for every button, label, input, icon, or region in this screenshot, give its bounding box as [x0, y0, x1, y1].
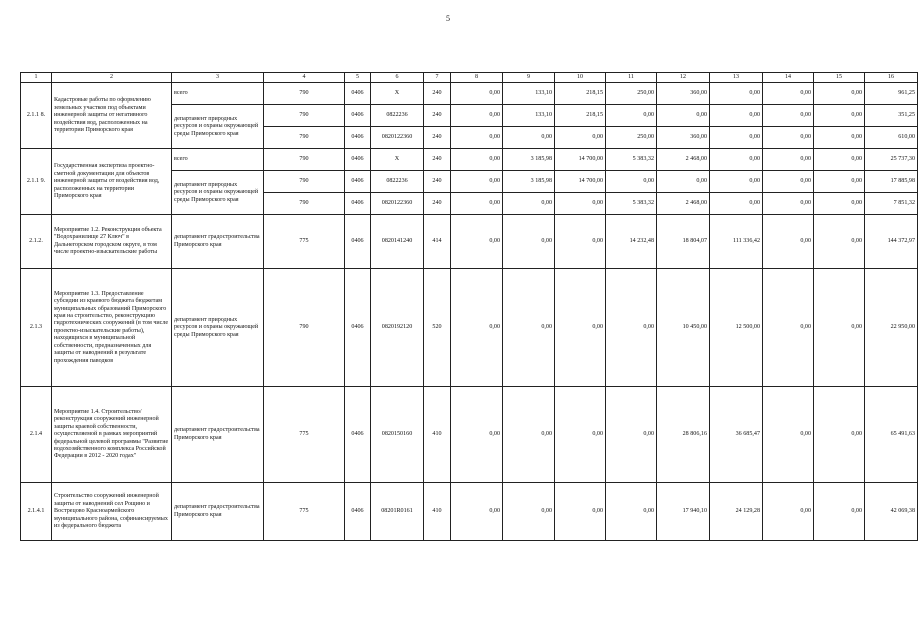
value-cell-10: 0,00	[555, 269, 606, 387]
column-number-cell: 5	[345, 73, 371, 83]
value-cell-11: 5 383,32	[606, 193, 657, 215]
value-cell-13: 24 129,28	[710, 483, 763, 541]
value-cell-10: 14 700,00	[555, 171, 606, 193]
value-cell-12: 17 940,10	[657, 483, 710, 541]
value-cell-9: 0,00	[503, 269, 555, 387]
value-cell-16: 65 491,63	[865, 387, 918, 483]
column-number-cell: 3	[172, 73, 264, 83]
value-cell-5: 0406	[345, 193, 371, 215]
value-cell-14: 0,00	[763, 483, 814, 541]
column-number-cell: 9	[503, 73, 555, 83]
value-cell-6: 08201R0161	[371, 483, 424, 541]
value-cell-4: 790	[264, 83, 345, 105]
value-cell-14: 0,00	[763, 193, 814, 215]
item-name: Строительство сооружений инженерной защиты от наводнений сел Рощино и Вострецово Красноармейского муниципального района, софинансируемых из федерального бюджета	[52, 483, 172, 541]
value-cell-6: 0820150160	[371, 387, 424, 483]
item-name: Мероприятие 1.3. Предоставление субсидии из краевого бюджета бюджетам муниципальных образований Приморского края на строительство, реконструкцию гидротехнических сооружений (в том числе проектно-изыскательские работы), находящихся в муниципальной собственности, предназначенных для защиты от наводнений в результате прохождения паводков	[52, 269, 172, 387]
value-cell-13: 0,00	[710, 127, 763, 149]
value-cell-11: 5 383,32	[606, 149, 657, 171]
value-cell-7: 240	[424, 171, 451, 193]
column-number-cell: 6	[371, 73, 424, 83]
value-cell-7: 240	[424, 83, 451, 105]
value-cell-6: 0822236	[371, 105, 424, 127]
value-cell-15: 0,00	[814, 149, 865, 171]
value-cell-14: 0,00	[763, 83, 814, 105]
column-number-cell: 1	[21, 73, 52, 83]
item-name: Государственная экспертиза проектно-сметной документации для объектов инженерной защиты от воздействия вод, расположенных на территории Приморского края	[52, 149, 172, 215]
value-cell-12: 10 450,00	[657, 269, 710, 387]
executor-cell: департамент градостроительства Приморского края	[172, 483, 264, 541]
value-cell-9: 3 185,98	[503, 171, 555, 193]
column-number-cell: 4	[264, 73, 345, 83]
executor-cell: департамент природных ресурсов и охраны окружающей среды Приморского края	[172, 105, 264, 149]
value-cell-5: 0406	[345, 105, 371, 127]
value-cell-7: 240	[424, 105, 451, 127]
value-cell-4: 790	[264, 149, 345, 171]
value-cell-8: 0,00	[451, 269, 503, 387]
value-cell-14: 0,00	[763, 171, 814, 193]
value-cell-4: 775	[264, 483, 345, 541]
column-number-cell: 16	[865, 73, 918, 83]
value-cell-15: 0,00	[814, 127, 865, 149]
value-cell-15: 0,00	[814, 483, 865, 541]
value-cell-16: 7 851,32	[865, 193, 918, 215]
value-cell-8: 0,00	[451, 215, 503, 269]
value-cell-8: 0,00	[451, 483, 503, 541]
value-cell-14: 0,00	[763, 105, 814, 127]
value-cell-4: 790	[264, 193, 345, 215]
value-cell-13: 12 500,00	[710, 269, 763, 387]
value-cell-7: 240	[424, 193, 451, 215]
column-number-cell: 10	[555, 73, 606, 83]
value-cell-7: 520	[424, 269, 451, 387]
value-cell-6: 0820141240	[371, 215, 424, 269]
value-cell-6: 0820122360	[371, 127, 424, 149]
value-cell-11: 14 232,48	[606, 215, 657, 269]
value-cell-11: 0,00	[606, 269, 657, 387]
value-cell-5: 0406	[345, 149, 371, 171]
value-cell-6: X	[371, 83, 424, 105]
value-cell-14: 0,00	[763, 269, 814, 387]
column-number-cell: 12	[657, 73, 710, 83]
value-cell-4: 790	[264, 171, 345, 193]
value-cell-9: 0,00	[503, 215, 555, 269]
executor-cell: департамент градостроительства Приморского края	[172, 215, 264, 269]
value-cell-13: 36 685,47	[710, 387, 763, 483]
value-cell-12: 2 468,00	[657, 193, 710, 215]
value-cell-14: 0,00	[763, 149, 814, 171]
value-cell-16: 17 885,98	[865, 171, 918, 193]
item-number: 2.1.4	[21, 387, 52, 483]
column-number-cell: 13	[710, 73, 763, 83]
table-row	[21, 269, 918, 387]
item-number: 2.1.1 8.	[21, 83, 52, 149]
value-cell-6: 0822236	[371, 171, 424, 193]
value-cell-12: 28 806,16	[657, 387, 710, 483]
value-cell-11: 0,00	[606, 387, 657, 483]
item-name: Мероприятие 1.2. Реконструкция объекта "Водохранилище 27 Ключ" в Дальнегорском городском округе, в том числе проектно-изыскательские работы	[52, 215, 172, 269]
executor-cell: всего	[172, 83, 264, 105]
value-cell-13: 111 336,42	[710, 215, 763, 269]
value-cell-16: 42 069,38	[865, 483, 918, 541]
budget-table	[20, 72, 918, 541]
executor-cell: департамент природных ресурсов и охраны окружающей среды Приморского края	[172, 171, 264, 215]
value-cell-5: 0406	[345, 387, 371, 483]
value-cell-16: 144 372,97	[865, 215, 918, 269]
value-cell-9: 3 185,98	[503, 149, 555, 171]
value-cell-14: 0,00	[763, 215, 814, 269]
value-cell-16: 22 950,00	[865, 269, 918, 387]
table-row	[21, 149, 918, 171]
value-cell-10: 0,00	[555, 127, 606, 149]
value-cell-10: 14 700,00	[555, 149, 606, 171]
value-cell-5: 0406	[345, 215, 371, 269]
value-cell-5: 0406	[345, 269, 371, 387]
value-cell-9: 0,00	[503, 483, 555, 541]
value-cell-6: 0820122360	[371, 193, 424, 215]
column-number-cell: 2	[52, 73, 172, 83]
value-cell-15: 0,00	[814, 387, 865, 483]
item-name: Мероприятие 1.4. Строительство/реконструкция сооружений инженерной защиты краевой собственности, осуществляемой в рамках мероприятий федеральной целевой программы "Развитие водохозяйственного комплекса Российской Федерации в 2012 - 2020 годах"	[52, 387, 172, 483]
column-number-cell: 7	[424, 73, 451, 83]
value-cell-15: 0,00	[814, 269, 865, 387]
value-cell-7: 240	[424, 127, 451, 149]
executor-cell: департамент градостроительства Приморского края	[172, 387, 264, 483]
value-cell-4: 775	[264, 215, 345, 269]
value-cell-16: 961,25	[865, 83, 918, 105]
value-cell-5: 0406	[345, 83, 371, 105]
value-cell-10: 0,00	[555, 193, 606, 215]
value-cell-8: 0,00	[451, 105, 503, 127]
value-cell-11: 0,00	[606, 483, 657, 541]
value-cell-13: 0,00	[710, 83, 763, 105]
value-cell-6: 0820192120	[371, 269, 424, 387]
page-number: 5	[446, 14, 450, 23]
value-cell-15: 0,00	[814, 171, 865, 193]
value-cell-13: 0,00	[710, 171, 763, 193]
value-cell-9: 133,10	[503, 105, 555, 127]
value-cell-10: 218,15	[555, 105, 606, 127]
value-cell-4: 775	[264, 387, 345, 483]
value-cell-11: 0,00	[606, 171, 657, 193]
value-cell-12: 0,00	[657, 105, 710, 127]
value-cell-15: 0,00	[814, 105, 865, 127]
table-row	[21, 215, 918, 269]
item-number: 2.1.1 9.	[21, 149, 52, 215]
executor-cell: департамент природных ресурсов и охраны окружающей среды Приморского края	[172, 269, 264, 387]
executor-cell: всего	[172, 149, 264, 171]
column-number-cell: 11	[606, 73, 657, 83]
value-cell-8: 0,00	[451, 149, 503, 171]
item-number: 2.1.4.1	[21, 483, 52, 541]
column-number-cell: 14	[763, 73, 814, 83]
value-cell-16: 610,00	[865, 127, 918, 149]
value-cell-8: 0,00	[451, 127, 503, 149]
value-cell-15: 0,00	[814, 193, 865, 215]
value-cell-9: 0,00	[503, 387, 555, 483]
value-cell-7: 410	[424, 483, 451, 541]
table-row	[21, 483, 918, 541]
value-cell-8: 0,00	[451, 193, 503, 215]
value-cell-13: 0,00	[710, 105, 763, 127]
value-cell-12: 360,00	[657, 127, 710, 149]
value-cell-9: 0,00	[503, 193, 555, 215]
column-number-cell: 8	[451, 73, 503, 83]
value-cell-14: 0,00	[763, 387, 814, 483]
value-cell-5: 0406	[345, 127, 371, 149]
value-cell-4: 790	[264, 105, 345, 127]
value-cell-12: 18 804,07	[657, 215, 710, 269]
value-cell-11: 250,00	[606, 83, 657, 105]
value-cell-7: 410	[424, 387, 451, 483]
value-cell-4: 790	[264, 127, 345, 149]
column-number-cell: 15	[814, 73, 865, 83]
value-cell-13: 0,00	[710, 149, 763, 171]
value-cell-8: 0,00	[451, 171, 503, 193]
value-cell-10: 218,15	[555, 83, 606, 105]
value-cell-4: 790	[264, 269, 345, 387]
value-cell-13: 0,00	[710, 193, 763, 215]
value-cell-6: X	[371, 149, 424, 171]
value-cell-8: 0,00	[451, 83, 503, 105]
value-cell-14: 0,00	[763, 127, 814, 149]
value-cell-12: 2 468,00	[657, 149, 710, 171]
column-number-row	[21, 73, 918, 83]
value-cell-16: 351,25	[865, 105, 918, 127]
value-cell-9: 0,00	[503, 127, 555, 149]
value-cell-5: 0406	[345, 171, 371, 193]
value-cell-15: 0,00	[814, 215, 865, 269]
value-cell-9: 133,10	[503, 83, 555, 105]
item-name: Кадастровые работы по оформлению земельных участков под объектами инженерной защиты от негативного воздействия вод, расположенных на территории Приморского края	[52, 83, 172, 149]
item-number: 2.1.2.	[21, 215, 52, 269]
value-cell-5: 0406	[345, 483, 371, 541]
table-row	[21, 387, 918, 483]
value-cell-8: 0,00	[451, 387, 503, 483]
value-cell-11: 250,00	[606, 127, 657, 149]
value-cell-7: 414	[424, 215, 451, 269]
table-row	[21, 83, 918, 105]
value-cell-11: 0,00	[606, 105, 657, 127]
value-cell-16: 25 737,30	[865, 149, 918, 171]
value-cell-10: 0,00	[555, 215, 606, 269]
value-cell-12: 0,00	[657, 171, 710, 193]
item-number: 2.1.3	[21, 269, 52, 387]
value-cell-10: 0,00	[555, 387, 606, 483]
value-cell-7: 240	[424, 149, 451, 171]
value-cell-12: 360,00	[657, 83, 710, 105]
value-cell-10: 0,00	[555, 483, 606, 541]
value-cell-15: 0,00	[814, 83, 865, 105]
